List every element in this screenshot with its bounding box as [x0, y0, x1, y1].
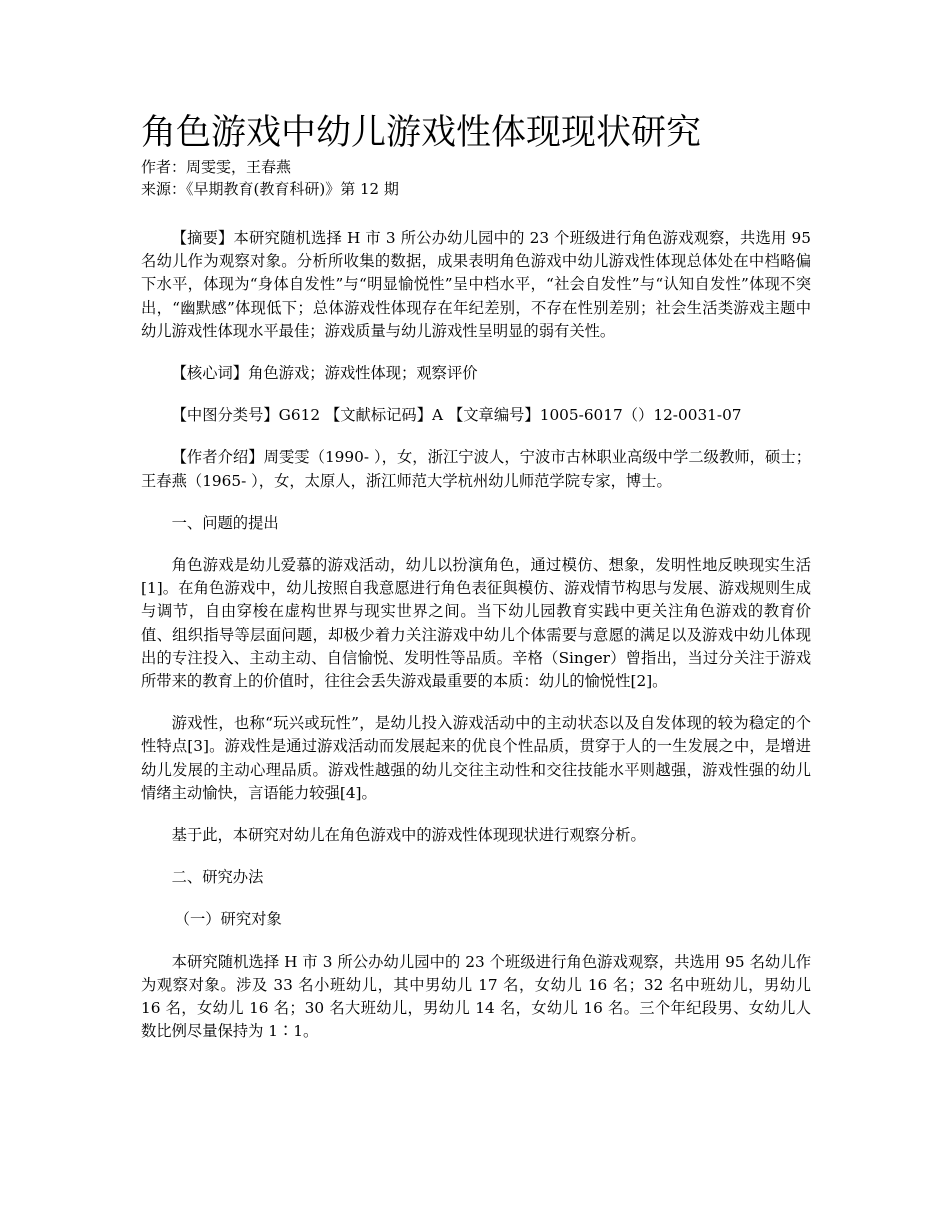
body-paragraph: 游戏性，也称“玩兴或玩性”，是幼儿投入游戏活动中的主动状态以及自发体现的较为稳定的个性特点[3]。游戏性是通过游戏活动而发展起来的优良个性品质，贯穿于人的一生发展之中，是增进幼儿发展的主动心理品质。游戏性越强的幼儿交往主动性和交往技能水平则越强，游戏性强的幼儿情绪主动愉快，言语能力较强[4]。: [141, 714, 811, 802]
body-paragraph: 角色游戏是幼儿爱慕的游戏活动，幼儿以扮演角色，通过模仿、想象，发明性地反映现实生活[1]。在角色游戏中，幼儿按照自我意愿进行角色表征與模仿、游戏情节构思与发展、游戏规则生成与调节，自由穿梭在虚构世界与现实世界之间。当下幼儿园教育实践中更关注角色游戏的教育价值、组织指导等层面问题，却极少着力关注游戏中幼儿个体需要与意愿的满足以及游戏中幼儿体现出的专注投入、主动主动、自信愉悦、发明性等品质。辛格（Singer）曾指出，当过分关注于游戏所带来的教育上的价值时，往往会丢失游戏最重要的本质：幼儿的愉悦性[2]。: [141, 556, 811, 691]
spacer: [141, 343, 811, 362]
keywords-paragraph: 【核心词】角色游戏；游戏性体现；观察评价: [171, 364, 478, 383]
article-source: 来源：《早期教育(教育科研)》第 12 期: [141, 180, 399, 198]
spacer: [141, 200, 811, 227]
abstract-paragraph: 【摘要】本研究随机选择 H 市 3 所公办幼儿园中的 23 个班级进行角色游戏观察，共选用 95 名幼儿作为观察对象。分析所收集的数据，成果表明角色游戏中幼儿游戏性体现总体处在中档略偏下水平，体现为“身体自发性”与“明显愉悦性”呈中档水平，“社会自发性”与“认知自发性”体现不突出，“幽默感”体现低下；总体游戏性体现存在年纪差别，不存在性别差别；社会生活类游戏主题中幼儿游戏性体现水平最佳；游戏质量与幼儿游戏性呈明显的弱有关性。: [141, 229, 811, 340]
spacer: [141, 805, 811, 824]
section-heading-1: 一、问题的提出: [171, 513, 279, 532]
spacer: [141, 693, 811, 712]
spacer: [141, 535, 811, 554]
body-paragraph: 基于此，本研究对幼儿在角色游戏中的游戏性体现现状进行观察分析。: [171, 826, 646, 845]
document-page: [141, 110, 811, 1043]
spacer: [141, 932, 811, 951]
subsection-heading: （一）研究对象: [174, 910, 282, 929]
body-paragraph: 本研究随机选择 H 市 3 所公办幼儿园中的 23 个班级进行角色游戏观察，共选用 95 名幼儿作为观察对象。涉及 33 名小班幼儿，其中男幼儿 17 名，女幼儿 16 名；32 名中班幼儿，男幼儿 16 名，女幼儿 16 名；30 名大班幼儿，男幼儿 14 名，女幼儿 16 名。三个年纪段男、女幼儿人数比例尽量保持为 1∶1。: [141, 952, 811, 1041]
section-heading-2: 二、研究办法: [171, 868, 264, 887]
spacer: [141, 889, 811, 908]
article-title: 角色游戏中幼儿游戏性体现现状研究: [141, 113, 702, 153]
spacer: [141, 427, 811, 446]
article-authors: 作者：周雯雯，王春燕: [141, 158, 292, 176]
spacer: [141, 385, 811, 404]
spacer: [141, 847, 811, 866]
classification-paragraph: 【中图分类号】G612 【文献标记码】A 【文章编号】1005-6017（）12-0031-07: [171, 406, 742, 425]
spacer: [141, 493, 811, 512]
author-intro-paragraph: 【作者介绍】周雯雯（1990- ），女，浙江宁波人，宁波市古林职业高级中学二级教师，硕士；王春燕（1965- ），女，太原人，浙江师范大学杭州幼儿师范学院专家，博士。: [141, 448, 811, 490]
